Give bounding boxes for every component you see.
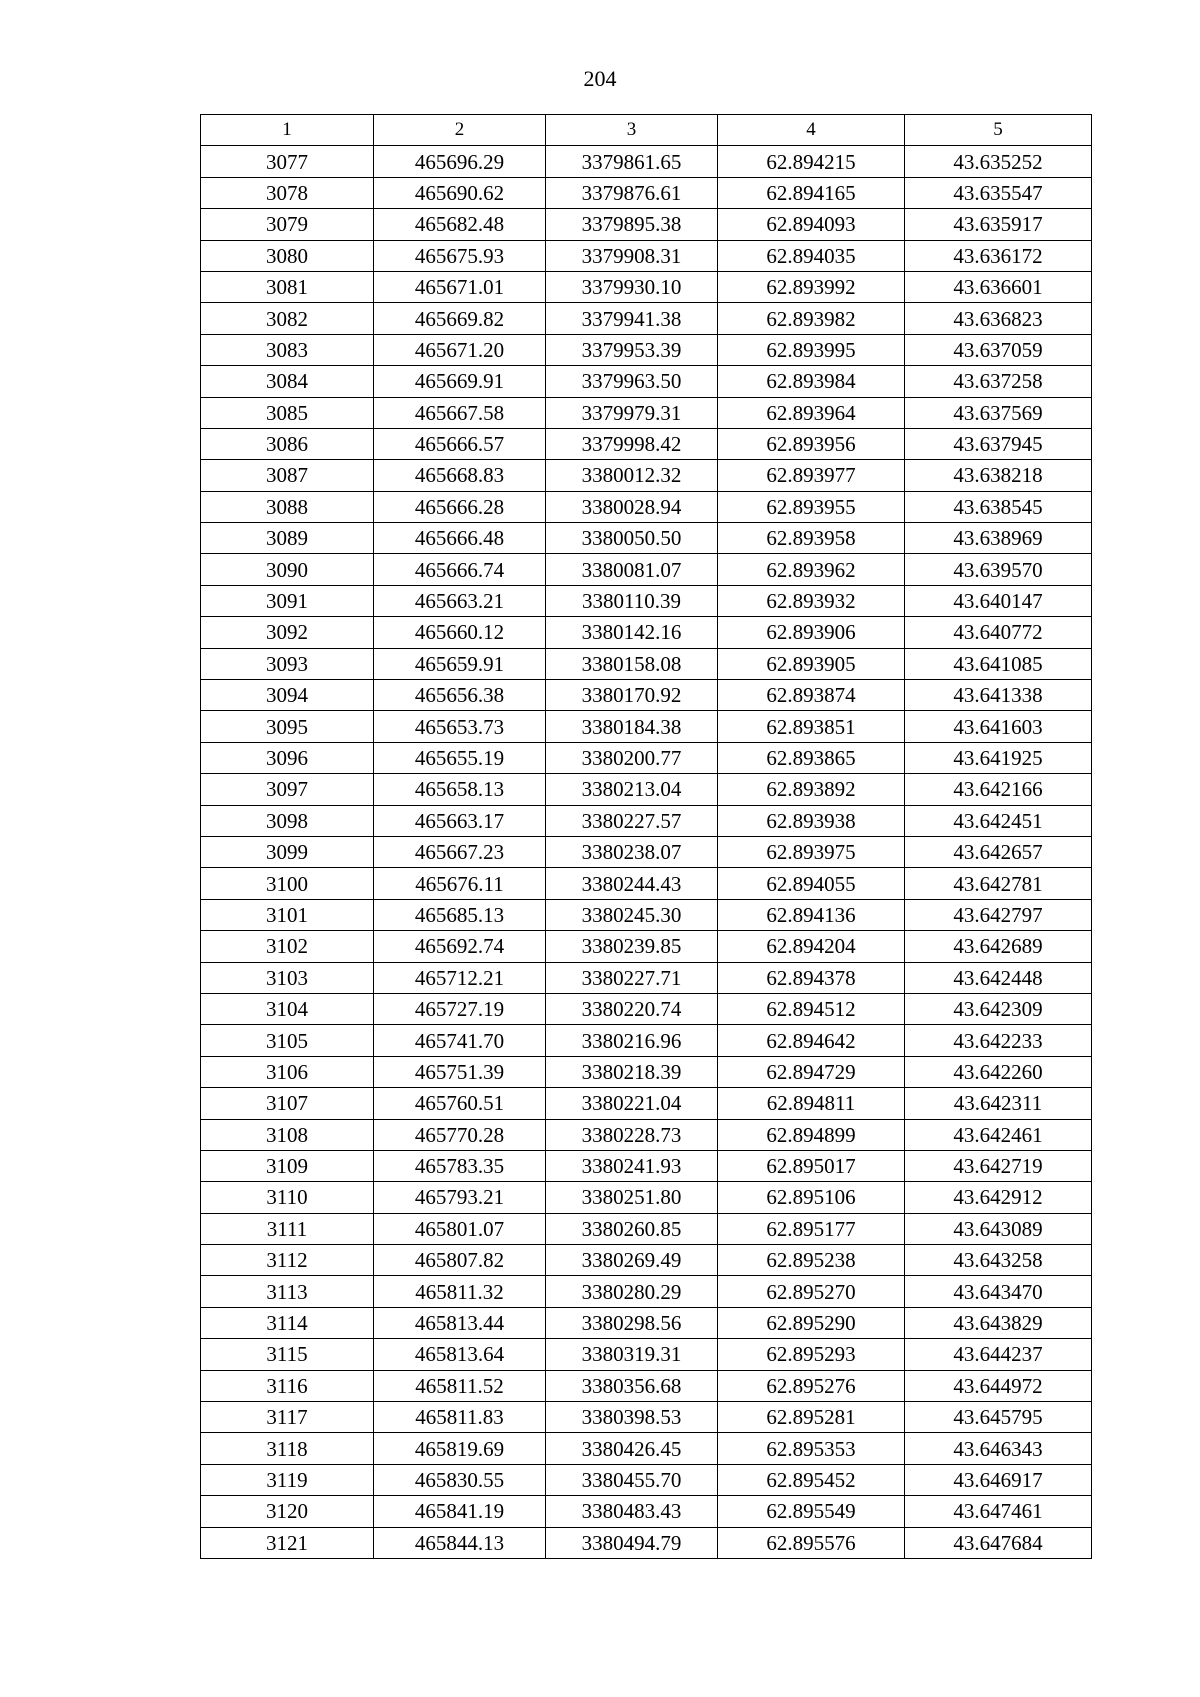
longitude-cell: 62.895238 [718,1245,905,1276]
page-number: 204 [583,66,617,91]
point-number-cell: 3110 [201,1182,374,1213]
x-coordinate-cell: 465760.51 [374,1088,546,1119]
table-row [201,993,1092,1024]
longitude-cell: 62.893865 [718,742,905,773]
y-coordinate-cell: 3379953.39 [546,334,718,365]
longitude-cell: 62.893958 [718,523,905,554]
y-coordinate-cell: 3380170.92 [546,680,718,711]
y-coordinate-cell: 3380012.32 [546,460,718,491]
point-number-cell: 3119 [201,1464,374,1495]
x-coordinate-cell: 465811.52 [374,1370,546,1401]
latitude-cell: 43.637945 [905,428,1092,459]
latitude-cell: 43.635252 [905,146,1092,177]
longitude-cell: 62.895353 [718,1433,905,1464]
table-row [201,1370,1092,1401]
x-coordinate-cell: 465811.83 [374,1402,546,1433]
longitude-cell: 62.893851 [718,711,905,742]
y-coordinate-cell: 3380356.68 [546,1370,718,1401]
y-coordinate-cell: 3380218.39 [546,1056,718,1087]
longitude-cell: 62.895106 [718,1182,905,1213]
point-number-cell: 3084 [201,366,374,397]
y-coordinate-cell: 3379861.65 [546,146,718,177]
longitude-cell: 62.893992 [718,271,905,302]
longitude-cell: 62.895177 [718,1213,905,1244]
latitude-cell: 43.636172 [905,240,1092,271]
latitude-cell: 43.636823 [905,303,1092,334]
x-coordinate-cell: 465655.19 [374,742,546,773]
point-number-cell: 3081 [201,271,374,302]
point-number-cell: 3107 [201,1088,374,1119]
x-coordinate-cell: 465666.57 [374,428,546,459]
longitude-cell: 62.893905 [718,648,905,679]
table-row [201,1464,1092,1495]
y-coordinate-cell: 3380184.38 [546,711,718,742]
point-number-cell: 3103 [201,962,374,993]
x-coordinate-cell: 465813.44 [374,1307,546,1338]
longitude-cell: 62.893975 [718,836,905,867]
y-coordinate-cell: 3379895.38 [546,209,718,240]
longitude-cell: 62.893982 [718,303,905,334]
latitude-cell: 43.644237 [905,1339,1092,1370]
table-row [201,1433,1092,1464]
point-number-cell: 3078 [201,177,374,208]
table-row [201,460,1092,491]
longitude-cell: 62.893995 [718,334,905,365]
longitude-cell: 62.894165 [718,177,905,208]
x-coordinate-cell: 465666.74 [374,554,546,585]
column-header-1: 1 [201,115,374,146]
table-row [201,680,1092,711]
column-header-3: 3 [546,115,718,146]
longitude-cell: 62.894899 [718,1119,905,1150]
point-number-cell: 3105 [201,1025,374,1056]
x-coordinate-cell: 465793.21 [374,1182,546,1213]
point-number-cell: 3095 [201,711,374,742]
latitude-cell: 43.640772 [905,617,1092,648]
point-number-cell: 3088 [201,491,374,522]
column-header-4: 4 [718,115,905,146]
longitude-cell: 62.895549 [718,1496,905,1527]
longitude-cell: 62.893964 [718,397,905,428]
latitude-cell: 43.644972 [905,1370,1092,1401]
table-row [201,1276,1092,1307]
point-number-cell: 3091 [201,585,374,616]
x-coordinate-cell: 465690.62 [374,177,546,208]
point-number-cell: 3109 [201,1150,374,1181]
latitude-cell: 43.637059 [905,334,1092,365]
table-row [201,523,1092,554]
x-coordinate-cell: 465819.69 [374,1433,546,1464]
x-coordinate-cell: 465807.82 [374,1245,546,1276]
y-coordinate-cell: 3380494.79 [546,1527,718,1558]
latitude-cell: 43.641925 [905,742,1092,773]
table-row [201,868,1092,899]
x-coordinate-cell: 465669.91 [374,366,546,397]
latitude-cell: 43.641338 [905,680,1092,711]
latitude-cell: 43.642689 [905,931,1092,962]
x-coordinate-cell: 465811.32 [374,1276,546,1307]
point-number-cell: 3118 [201,1433,374,1464]
point-number-cell: 3100 [201,868,374,899]
table-row [201,428,1092,459]
x-coordinate-cell: 465659.91 [374,648,546,679]
y-coordinate-cell: 3380455.70 [546,1464,718,1495]
table-row [201,209,1092,240]
x-coordinate-cell: 465844.13 [374,1527,546,1558]
point-number-cell: 3082 [201,303,374,334]
point-number-cell: 3085 [201,397,374,428]
point-number-cell: 3113 [201,1276,374,1307]
latitude-cell: 43.640147 [905,585,1092,616]
x-coordinate-cell: 465712.21 [374,962,546,993]
latitude-cell: 43.642912 [905,1182,1092,1213]
latitude-cell: 43.642166 [905,774,1092,805]
table-row [201,1056,1092,1087]
y-coordinate-cell: 3380220.74 [546,993,718,1024]
latitude-cell: 43.638218 [905,460,1092,491]
y-coordinate-cell: 3379941.38 [546,303,718,334]
y-coordinate-cell: 3380241.93 [546,1150,718,1181]
y-coordinate-cell: 3380221.04 [546,1088,718,1119]
point-number-cell: 3099 [201,836,374,867]
longitude-cell: 62.894035 [718,240,905,271]
table-row [201,1213,1092,1244]
latitude-cell: 43.645795 [905,1402,1092,1433]
latitude-cell: 43.642657 [905,836,1092,867]
table-row [201,1150,1092,1181]
y-coordinate-cell: 3380244.43 [546,868,718,899]
point-number-cell: 3096 [201,742,374,773]
table-row [201,836,1092,867]
longitude-cell: 62.894204 [718,931,905,962]
x-coordinate-cell: 465813.64 [374,1339,546,1370]
x-coordinate-cell: 465669.82 [374,303,546,334]
table-row [201,1307,1092,1338]
longitude-cell: 62.895281 [718,1402,905,1433]
latitude-cell: 43.638545 [905,491,1092,522]
x-coordinate-cell: 465751.39 [374,1056,546,1087]
point-number-cell: 3089 [201,523,374,554]
y-coordinate-cell: 3380081.07 [546,554,718,585]
longitude-cell: 62.894093 [718,209,905,240]
point-number-cell: 3101 [201,899,374,930]
table-header [201,115,1092,146]
longitude-cell: 62.894811 [718,1088,905,1119]
longitude-cell: 62.893906 [718,617,905,648]
longitude-cell: 62.895276 [718,1370,905,1401]
y-coordinate-cell: 3380426.45 [546,1433,718,1464]
x-coordinate-cell: 465671.20 [374,334,546,365]
table-row [201,554,1092,585]
x-coordinate-cell: 465801.07 [374,1213,546,1244]
point-number-cell: 3077 [201,146,374,177]
y-coordinate-cell: 3380280.29 [546,1276,718,1307]
x-coordinate-cell: 465741.70 [374,1025,546,1056]
table-row [201,334,1092,365]
y-coordinate-cell: 3379998.42 [546,428,718,459]
latitude-cell: 43.635547 [905,177,1092,208]
latitude-cell: 43.641085 [905,648,1092,679]
longitude-cell: 62.893938 [718,805,905,836]
x-coordinate-cell: 465783.35 [374,1150,546,1181]
point-number-cell: 3083 [201,334,374,365]
point-number-cell: 3117 [201,1402,374,1433]
y-coordinate-cell: 3380110.39 [546,585,718,616]
longitude-cell: 62.893977 [718,460,905,491]
table-row [201,1402,1092,1433]
point-number-cell: 3111 [201,1213,374,1244]
latitude-cell: 43.643470 [905,1276,1092,1307]
point-number-cell: 3106 [201,1056,374,1087]
point-number-cell: 3080 [201,240,374,271]
table-row [201,805,1092,836]
y-coordinate-cell: 3380319.31 [546,1339,718,1370]
table-row [201,899,1092,930]
table-row [201,962,1092,993]
latitude-cell: 43.641603 [905,711,1092,742]
longitude-cell: 62.894642 [718,1025,905,1056]
table-row [201,711,1092,742]
longitude-cell: 62.894215 [718,146,905,177]
point-number-cell: 3115 [201,1339,374,1370]
latitude-cell: 43.637258 [905,366,1092,397]
table-row [201,177,1092,208]
x-coordinate-cell: 465663.17 [374,805,546,836]
point-number-cell: 3121 [201,1527,374,1558]
point-number-cell: 3112 [201,1245,374,1276]
y-coordinate-cell: 3380050.50 [546,523,718,554]
point-number-cell: 3108 [201,1119,374,1150]
point-number-cell: 3079 [201,209,374,240]
coordinates-table [200,114,1092,1559]
y-coordinate-cell: 3380239.85 [546,931,718,962]
x-coordinate-cell: 465666.48 [374,523,546,554]
latitude-cell: 43.642311 [905,1088,1092,1119]
y-coordinate-cell: 3380269.49 [546,1245,718,1276]
y-coordinate-cell: 3379963.50 [546,366,718,397]
y-coordinate-cell: 3379876.61 [546,177,718,208]
column-header-2: 2 [374,115,546,146]
x-coordinate-cell: 465675.93 [374,240,546,271]
point-number-cell: 3104 [201,993,374,1024]
table-body [201,146,1092,1559]
latitude-cell: 43.642448 [905,962,1092,993]
latitude-cell: 43.643829 [905,1307,1092,1338]
x-coordinate-cell: 465658.13 [374,774,546,805]
table-row [201,1119,1092,1150]
longitude-cell: 62.895293 [718,1339,905,1370]
table-row [201,1245,1092,1276]
latitude-cell: 43.642260 [905,1056,1092,1087]
point-number-cell: 3092 [201,617,374,648]
latitude-cell: 43.642797 [905,899,1092,930]
latitude-cell: 43.642233 [905,1025,1092,1056]
latitude-cell: 43.642461 [905,1119,1092,1150]
longitude-cell: 62.894378 [718,962,905,993]
latitude-cell: 43.643258 [905,1245,1092,1276]
table-row [201,931,1092,962]
x-coordinate-cell: 465668.83 [374,460,546,491]
table-row [201,491,1092,522]
y-coordinate-cell: 3380228.73 [546,1119,718,1150]
latitude-cell: 43.647684 [905,1527,1092,1558]
column-header-5: 5 [905,115,1092,146]
y-coordinate-cell: 3380298.56 [546,1307,718,1338]
latitude-cell: 43.637569 [905,397,1092,428]
point-number-cell: 3090 [201,554,374,585]
longitude-cell: 62.893932 [718,585,905,616]
y-coordinate-cell: 3380200.77 [546,742,718,773]
table-row [201,585,1092,616]
point-number-cell: 3087 [201,460,374,491]
y-coordinate-cell: 3379979.31 [546,397,718,428]
point-number-cell: 3093 [201,648,374,679]
longitude-cell: 62.893984 [718,366,905,397]
latitude-cell: 43.646343 [905,1433,1092,1464]
header-row [201,115,1092,146]
table-row [201,1025,1092,1056]
x-coordinate-cell: 465696.29 [374,146,546,177]
y-coordinate-cell: 3380483.43 [546,1496,718,1527]
table-row [201,1496,1092,1527]
longitude-cell: 62.894055 [718,868,905,899]
x-coordinate-cell: 465830.55 [374,1464,546,1495]
x-coordinate-cell: 465656.38 [374,680,546,711]
point-number-cell: 3102 [201,931,374,962]
longitude-cell: 62.894512 [718,993,905,1024]
longitude-cell: 62.893874 [718,680,905,711]
point-number-cell: 3097 [201,774,374,805]
longitude-cell: 62.895452 [718,1464,905,1495]
latitude-cell: 43.646917 [905,1464,1092,1495]
y-coordinate-cell: 3380142.16 [546,617,718,648]
x-coordinate-cell: 465727.19 [374,993,546,1024]
table-row [201,1088,1092,1119]
point-number-cell: 3114 [201,1307,374,1338]
latitude-cell: 43.639570 [905,554,1092,585]
x-coordinate-cell: 465653.73 [374,711,546,742]
latitude-cell: 43.635917 [905,209,1092,240]
table-row [201,742,1092,773]
y-coordinate-cell: 3380238.07 [546,836,718,867]
table-row [201,240,1092,271]
longitude-cell: 62.895576 [718,1527,905,1558]
y-coordinate-cell: 3380260.85 [546,1213,718,1244]
x-coordinate-cell: 465841.19 [374,1496,546,1527]
latitude-cell: 43.642781 [905,868,1092,899]
longitude-cell: 62.893956 [718,428,905,459]
latitude-cell: 43.642451 [905,805,1092,836]
longitude-cell: 62.895290 [718,1307,905,1338]
x-coordinate-cell: 465663.21 [374,585,546,616]
latitude-cell: 43.647461 [905,1496,1092,1527]
x-coordinate-cell: 465685.13 [374,899,546,930]
y-coordinate-cell: 3380216.96 [546,1025,718,1056]
longitude-cell: 62.894136 [718,899,905,930]
x-coordinate-cell: 465671.01 [374,271,546,302]
latitude-cell: 43.642719 [905,1150,1092,1181]
x-coordinate-cell: 465667.58 [374,397,546,428]
longitude-cell: 62.893962 [718,554,905,585]
latitude-cell: 43.636601 [905,271,1092,302]
table-row [201,1339,1092,1370]
point-number-cell: 3116 [201,1370,374,1401]
point-number-cell: 3120 [201,1496,374,1527]
y-coordinate-cell: 3379930.10 [546,271,718,302]
table-row [201,397,1092,428]
table-row [201,366,1092,397]
x-coordinate-cell: 465660.12 [374,617,546,648]
point-number-cell: 3098 [201,805,374,836]
table-row [201,617,1092,648]
x-coordinate-cell: 465676.11 [374,868,546,899]
y-coordinate-cell: 3380245.30 [546,899,718,930]
table-row [201,303,1092,334]
latitude-cell: 43.643089 [905,1213,1092,1244]
longitude-cell: 62.894729 [718,1056,905,1087]
point-number-cell: 3094 [201,680,374,711]
y-coordinate-cell: 3379908.31 [546,240,718,271]
y-coordinate-cell: 3380227.71 [546,962,718,993]
x-coordinate-cell: 465692.74 [374,931,546,962]
x-coordinate-cell: 465666.28 [374,491,546,522]
point-number-cell: 3086 [201,428,374,459]
latitude-cell: 43.642309 [905,993,1092,1024]
table-row [201,271,1092,302]
longitude-cell: 62.895017 [718,1150,905,1181]
x-coordinate-cell: 465682.48 [374,209,546,240]
longitude-cell: 62.893955 [718,491,905,522]
y-coordinate-cell: 3380028.94 [546,491,718,522]
y-coordinate-cell: 3380213.04 [546,774,718,805]
table-row [201,1527,1092,1558]
y-coordinate-cell: 3380158.08 [546,648,718,679]
longitude-cell: 62.895270 [718,1276,905,1307]
x-coordinate-cell: 465667.23 [374,836,546,867]
x-coordinate-cell: 465770.28 [374,1119,546,1150]
table-row [201,648,1092,679]
table-row [201,1182,1092,1213]
latitude-cell: 43.638969 [905,523,1092,554]
y-coordinate-cell: 3380251.80 [546,1182,718,1213]
longitude-cell: 62.893892 [718,774,905,805]
table-row [201,146,1092,177]
y-coordinate-cell: 3380398.53 [546,1402,718,1433]
y-coordinate-cell: 3380227.57 [546,805,718,836]
table-row [201,774,1092,805]
